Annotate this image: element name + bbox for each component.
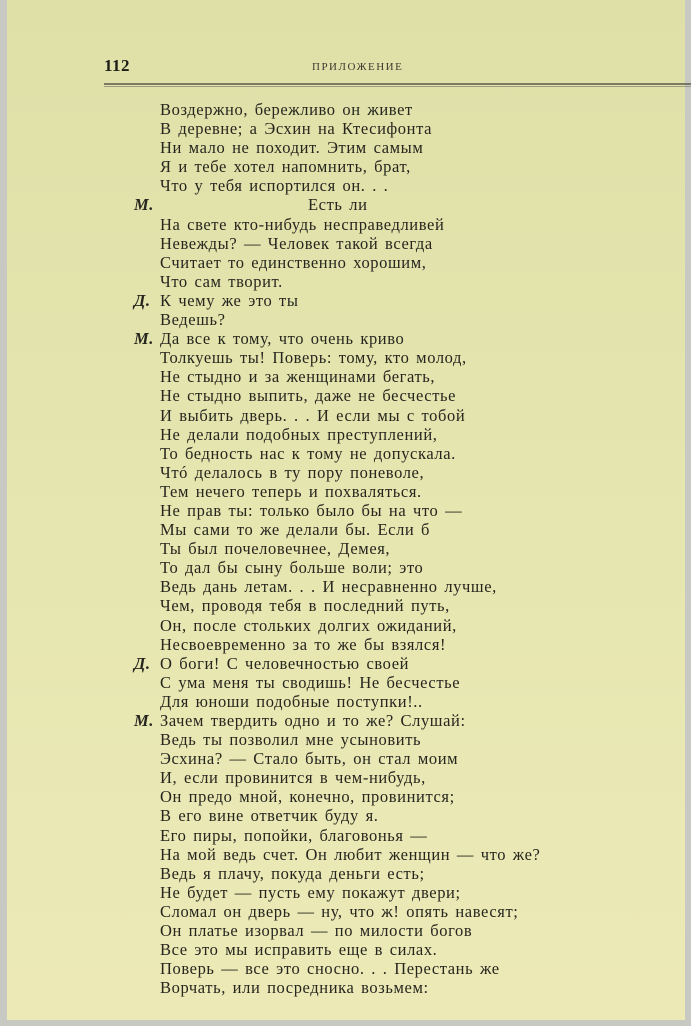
verse-line [112, 539, 612, 558]
verse-line [112, 959, 612, 978]
speaker-label: Д. [134, 653, 151, 673]
verse-text-line: Да все к тому, что очень криво [160, 329, 405, 349]
verse-text-line: И, если провинится в чем-нибудь, [160, 768, 426, 788]
verse-line [112, 768, 612, 787]
page-header [104, 56, 691, 86]
verse-line [112, 253, 612, 272]
verse-text-line: Зачем твердить одно и то же? Слушай: [160, 711, 466, 730]
verse-text-line: Поверь — все это сносно. . . Перестань же [160, 959, 500, 979]
verse-text-line: Не стыдно и за женщинами бегать, [160, 367, 436, 387]
verse-text-line: То бедность нас к тому не допускала. [160, 443, 456, 463]
verse-line [112, 138, 612, 157]
verse-text-line: Что сам творит. [160, 271, 283, 291]
verse-line [112, 501, 612, 520]
verse-text-line: Ведь я плачу, покуда деньги есть; [160, 863, 425, 883]
verse-line [112, 577, 612, 596]
verse-text-line: Сломал он дверь — ну, что ж! опять навесят; [160, 901, 519, 921]
verse-text-line: Чем, проводя тебя в последний путь, [160, 596, 450, 616]
verse-line [112, 463, 612, 482]
verse-line [112, 234, 612, 253]
verse-line [112, 444, 612, 463]
verse-text-line: На свете кто-нибудь несправедливей [160, 214, 445, 234]
verse-text-line: Эсхина? — Стало быть, он стал моим [160, 749, 459, 769]
speaker-label: М. [134, 195, 154, 215]
verse-line [112, 978, 612, 997]
verse-line [112, 520, 612, 539]
verse-line [112, 272, 612, 291]
verse-line [112, 291, 612, 310]
verse-text-line: Ведь ты позволил мне усыновить [160, 730, 422, 750]
verse-text-line: Воздержно, бережливо он живет [160, 100, 413, 119]
verse-line [112, 215, 612, 234]
verse-text-line: Все это мы исправить еще в силах. [160, 940, 438, 960]
verse-line [112, 558, 612, 577]
verse-line [112, 673, 612, 692]
verse-line [112, 176, 612, 195]
verse-line [112, 635, 612, 654]
header-rule [104, 83, 691, 87]
verse-text-line: Есть ли [308, 195, 368, 215]
verse-line [112, 749, 612, 768]
verse-text-line: И выбить дверь. . . И если мы с тобой [160, 405, 466, 425]
verse-text-line: Ведешь? [160, 310, 226, 330]
verse-line [112, 157, 612, 176]
verse-line [112, 692, 612, 711]
verse-text-line: Ни мало не походит. Этим самым [160, 138, 424, 158]
verse-line [112, 310, 612, 329]
verse-line [112, 806, 612, 825]
verse-text [112, 100, 612, 997]
verse-line [112, 864, 612, 883]
verse-line [112, 348, 612, 367]
verse-text-line: Считает то единственно хорошим, [160, 252, 427, 272]
verse-line [112, 883, 612, 902]
verse-text-line: Ты был почеловечнее, Демея, [160, 539, 391, 559]
verse-text-line: Я и тебе хотел напомнить, брат, [160, 157, 411, 177]
verse-line [112, 406, 612, 425]
verse-text-line: Мы сами то же делали бы. Если б [160, 520, 431, 540]
verse-text-line: Не будет — пусть ему покажут двери; [160, 882, 461, 902]
verse-text-line: Он предо мной, конечно, провинится; [160, 787, 455, 807]
verse-line [112, 482, 612, 501]
verse-line [112, 329, 612, 348]
verse-text-line: Чтó делалось в ту пору поневоле, [160, 462, 425, 482]
page-number: 112 [104, 56, 131, 75]
verse-text-line: Он платье изорвал — по милости богов [160, 921, 473, 941]
verse-text-line: С ума меня ты сводишь! Не бесчестье [160, 672, 461, 692]
verse-line [112, 921, 612, 940]
verse-line [112, 386, 612, 405]
verse-line [112, 902, 612, 921]
verse-line [112, 826, 612, 845]
verse-text-line: Ворчать, или посредника возьмем: [160, 978, 429, 998]
verse-text-line: Его пиры, попойки, благовонья — [160, 825, 428, 845]
verse-line [112, 119, 612, 138]
verse-line [112, 730, 612, 749]
verse-text-line: То дал бы сыну больше воли; это [160, 558, 424, 578]
verse-text-line: На мой ведь счет. Он любит женщин — что же? [160, 844, 541, 864]
verse-line [112, 425, 612, 444]
verse-line [112, 195, 612, 214]
speaker-label: М. [134, 711, 154, 730]
verse-text-line: Для юноши подобные поступки!.. [160, 691, 423, 711]
verse-text-line: Несвоевременно за то же бы взялся! [160, 634, 447, 654]
verse-line [112, 940, 612, 959]
verse-line [112, 711, 612, 730]
verse-text-line: К чему же это ты [160, 290, 299, 310]
verse-text-line: Что у тебя испортился он. . . [160, 176, 389, 196]
speaker-label: М. [134, 329, 154, 349]
verse-line [112, 787, 612, 806]
verse-text-line: Толкуешь ты! Поверь: тому, кто молод, [160, 348, 467, 368]
verse-line [112, 596, 612, 615]
running-title: ПРИЛОЖЕНИЕ [312, 61, 404, 73]
verse-text-line: Он, после стольких долгих ожиданий, [160, 615, 457, 635]
verse-text-line: Не прав ты: только было бы на что — [160, 500, 463, 520]
verse-text-line: В деревне; а Эсхин на Ктесифонта [160, 119, 433, 139]
verse-text-line: Не делали подобных преступлений, [160, 424, 438, 444]
verse-text-line: О боги! С человечностью своей [160, 653, 410, 673]
verse-text-line: Тем нечего теперь и похваляться. [160, 481, 422, 501]
verse-text-line: Ведь дань летам. . . И несравненно лучше, [160, 577, 497, 597]
verse-line [112, 845, 612, 864]
verse-text-line: В его вине ответчик буду я. [160, 806, 379, 826]
speaker-label: Д. [134, 290, 151, 310]
verse-text-line: Невежды? — Человек такой всегда [160, 233, 433, 253]
verse-text-line: Не стыдно выпить, даже не бесчестье [160, 386, 457, 406]
verse-line [112, 367, 612, 386]
verse-line [112, 616, 612, 635]
verse-line [112, 654, 612, 673]
verse-line [112, 100, 612, 119]
